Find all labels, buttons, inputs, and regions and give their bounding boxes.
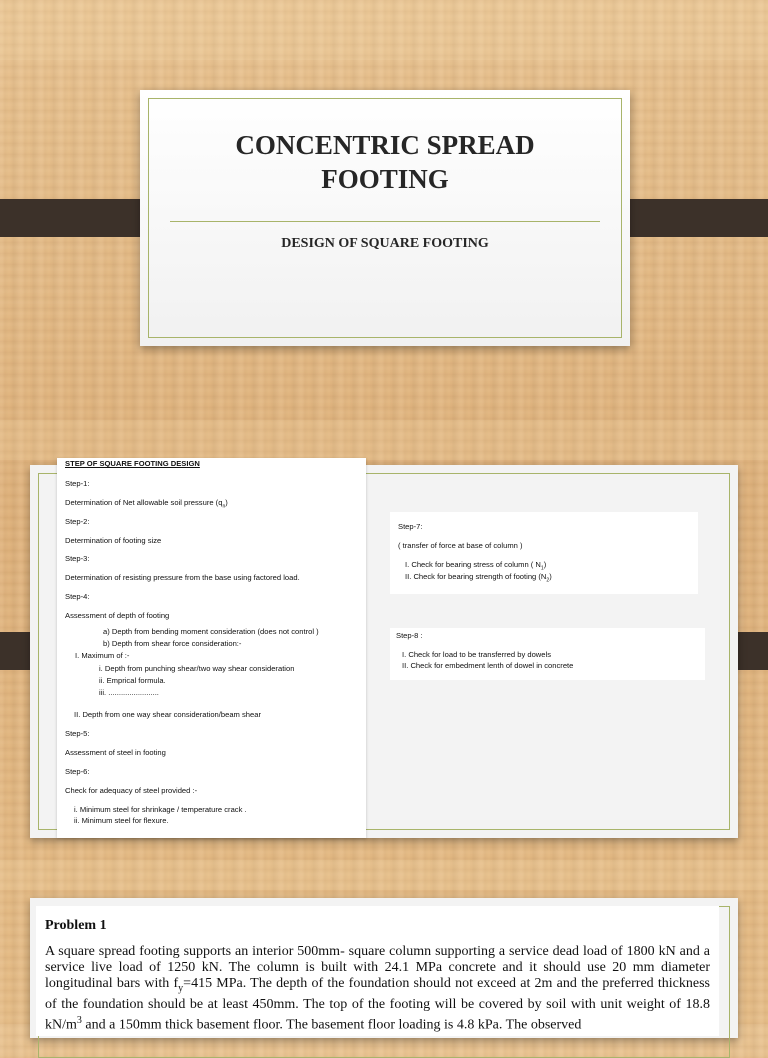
step-line: II. Depth from one way shear consideration/beam shear (74, 710, 261, 719)
step-line (65, 498, 228, 510)
step-line: a) Depth from bending moment consideration (does not control ) (103, 627, 319, 636)
step8-document (390, 628, 705, 680)
problem-text (45, 944, 710, 1033)
superscript: 3 (76, 1014, 82, 1026)
step-line: b) Depth from shear force consideration:- (103, 639, 242, 648)
step-line (405, 560, 546, 572)
title-slide (140, 90, 630, 346)
step-line: Step-8 : (396, 631, 423, 640)
slide-subtitle: DESIGN OF SQUARE FOOTING (281, 236, 489, 251)
step-line: I. Maximum of :- (75, 651, 130, 660)
wood-band (0, 420, 768, 460)
step-text: ) (225, 498, 228, 507)
slide-title (140, 128, 630, 196)
step-line: Assessment of depth of footing (65, 611, 170, 620)
title-line: CONCENTRIC SPREAD (235, 130, 535, 160)
step-line: Assessment of steel in footing (65, 748, 166, 757)
subscript: 2 (546, 577, 550, 584)
step-line (405, 572, 552, 584)
step-text: II. Check for bearing strength of footing (N (405, 572, 547, 581)
wood-band (0, 0, 768, 60)
step-text: ) (543, 560, 547, 569)
step-line: Determination of resisting pressure from the base using factored load. (65, 573, 300, 582)
steps-slide (30, 459, 738, 838)
divider (170, 221, 600, 222)
step-text: I. Check for bearing stress of column ( N (405, 560, 541, 569)
step-line: Check for adequacy of steel provided :- (65, 786, 198, 795)
binder-bar-right (613, 199, 768, 237)
step-line: ( transfer of force at base of column ) (398, 541, 523, 550)
step-line: Step-3: (65, 554, 90, 563)
step-line: II. Check for embedment lenth of dowel in concrete (402, 661, 574, 670)
steps-heading: STEP OF SQUARE FOOTING DESIGN (65, 459, 200, 468)
step-line: Step-2: (65, 517, 90, 526)
step-line: Step-6: (65, 767, 90, 776)
step7-document (390, 512, 698, 594)
subscript: n (222, 503, 226, 510)
step-text: Determination of Net allowable soil pressure (q (65, 498, 223, 507)
title-line: FOOTING (321, 164, 449, 194)
step-line: Step-4: (65, 592, 90, 601)
steps-document (57, 458, 366, 838)
problem-text-part: A square spread footing supports an interior 500mm- square column supporting a service dead load of 1800 kN and a service live load of 1250 kN. The column is built with 24.1 MPa concrete and it should use 20 mm diameter longitudinal bars with f (45, 944, 710, 991)
wood-band (0, 860, 768, 890)
subscript: y (178, 982, 184, 994)
step-line: ii. Emprical formula. (99, 676, 166, 685)
step-line: Step-1: (65, 479, 90, 488)
step-line: i. Depth from punching shear/two way shear consideration (99, 664, 295, 673)
step-line: iii. ........................ (99, 688, 159, 697)
problem-text-part: and a 150mm thick basement floor. The basement floor loading is 4.8 kPa. The observed (81, 1017, 582, 1033)
problem-slide (30, 898, 738, 1038)
step-line: ii. Minimum steel for flexure. (74, 816, 169, 825)
binder-bar-left (0, 199, 155, 237)
step-line: Step-7: (398, 522, 423, 531)
step-line: i. Minimum steel for shrinkage / temperature crack . (74, 805, 247, 814)
step-line: Step-5: (65, 729, 90, 738)
subscript: 1 (540, 565, 544, 572)
step-line: Determination of footing size (65, 536, 162, 545)
step-line: I. Check for load to be transferred by dowels (402, 650, 551, 659)
problem-heading: Problem 1 (45, 918, 107, 933)
problem-text-part: =415 MPa. The depth of the foundation should not exceed at 2m and the preferred thickness of the foundation should be at least 450mm. The top of the footing will be covered by soil with unit weight of 18.8 kN/m (45, 976, 710, 1033)
step-text: ) (549, 572, 552, 581)
